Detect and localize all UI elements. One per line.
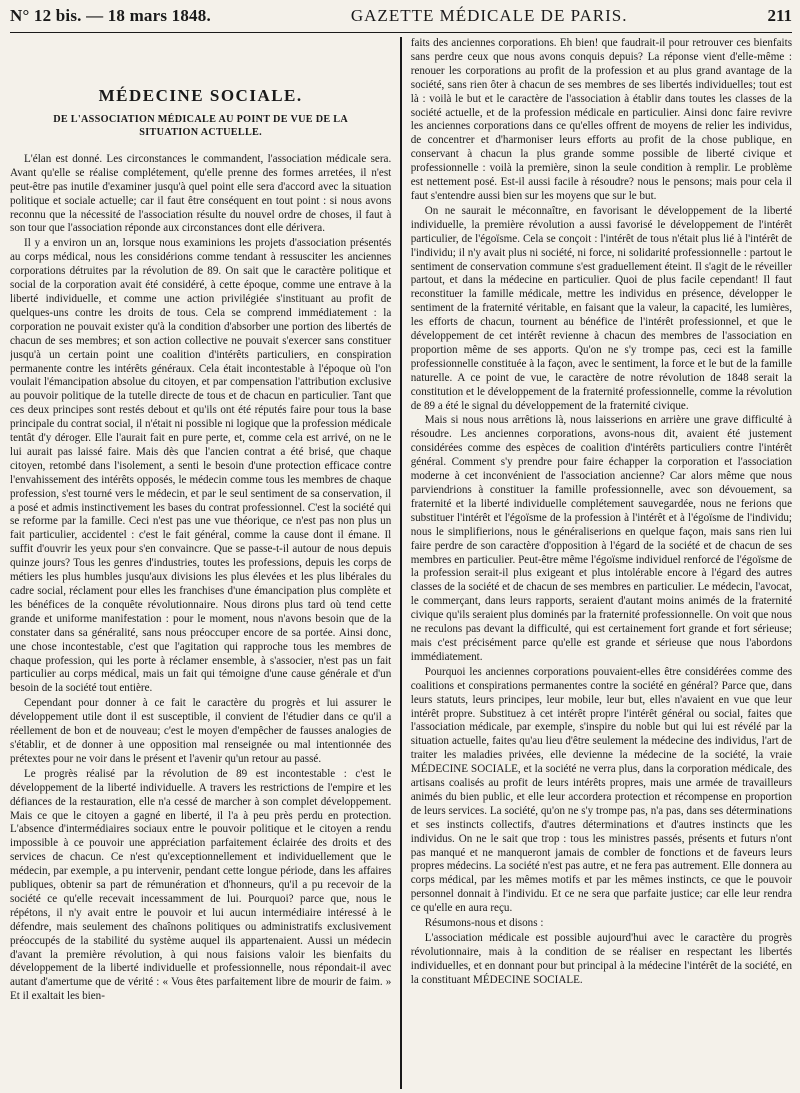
- left-column: [10, 37, 400, 1089]
- paragraph: Pourquoi les anciennes corporations pouvaient-elles être considérées comme des coalitions et conspirations permanentes contre la société en général? Parce que, dans leurs statuts, leurs principes, leur mobile, leur but, elles n'avaient en vue que leur intérêt propre. Substituez à cet intérêt propre l'intérêt général ou social, faites que l'association médicale, par exemple, s'inspire du noble but qui lui est révélé par la situation actuelle, faites qu'au lieu d'être seulement la médecine des individus, l'art de traiter les maladies privées, elle devienne la médecine de la société, la vraie MÉDECINE SOCIALE, et la société ne verra plus, dans la corporation médicale, des artisans coalisés au profit de leurs intérêts propres, mais une armée de travailleurs animés du bien public, et elle leur accordera protection et récompense en proportion de leurs services. La société, qu'on ne s'y trompe pas, n'a pas, dans ses déterminations et ses instincts collectifs, d'autres déterminations et d'autres instincts que les individus. On ne le sait que trop : tous les ministres passés, présents et futurs n'ont pas manqué et ne manqueront jamais de combler de fonctions et de faveurs leurs propres médecins. La société n'est pas autre, et ne fera pas autrement. Elle donnera au corps médical, par les mêmes motifs et par les mêmes instincts, ce que le pouvoir personnel donnait à l'individu. Et ce ne sera que parfaite justice; car elle leur rendra ce qu'elle en aura reçu.: [410, 665, 793, 915]
- paragraph: faits des anciennes corporations. Eh bien! que faudrait-il pour retrouver ces bienfaits sans perdre ceux que nous avons conquis depuis? La réponse vient d'elle-même : renouer les corporations au profit de la profession et au plus grand avantage de la société, sans rien ôter à chacun de ses membres de ses libertés individuelles; tout est là : voilà le but et le caractère de l'association à établir dans toutes les classes de la société actuelle, et de la profession médicale en particulier. Ainsi donc faire revivre les anciennes corporations dans ce qu'elles offrent de moyens de relier les individus, de concentrer et d'harmoniser leurs efforts au profit de la chose publique, en conservant à chacun la plus grande somme possible de liberté civique et professionnelle : voilà la première, sinon la seule condition à remplir. Le problème est nettement posé. Est-il aussi facile à résoudre? nous le pensons; mais pour cela il faut s'entendre aussi bien sur les moyens que sur le but.: [410, 37, 793, 202]
- issue-date: N° 12 bis. — 18 mars 1848.: [10, 6, 211, 25]
- article-columns: [10, 37, 792, 1089]
- paragraph: Mais si nous nous arrêtions là, nous laisserions en arrière une grave difficulté à résoudre. Les anciennes corporations, avons-nous dit, avaient été justement considérées comme des espèces de coalition d'intérêts particuliers contre l'intérêt général. Comment s'y prendre pour faire échapper la corporation et l'association moderne à cet inconvénient de l'association ancienne? Car alors même que nous parviendrions à constituer la famille professionnelle, avec son dévouement, sa fraternité et la liberté individuelle complétement sauvegardée, nous ne ferions que substituer l'intérêt et l'égoïsme de la profession à l'intérêt et à l'égoïsme de l'individu; nous le simplifierions, nous le généraliserions en quelque façon, mais sans rien lui faire perdre de son caractère d'opposition à l'égard de la société et de chacun de ses membres en particulier. Peut-être même l'égoïsme individuel renforcé de l'égoïsme de la profession serait-il plus exigeant et plus intolérable encore à l'égard des autres classes de la société et de chacun de ses membres en particulier. Le médecin, l'avocat, le commerçant, dans leurs rapports, seraient d'autant moins animés de la fraternité civique qu'ils seraient plus dominés par la fraternité professionnelle. On voit que nous ne reculons pas devant la difficulté, qui est certainement fort grande et fort sérieuse; mais c'est précisément parce qu'elle est grande et sérieuse que nous l'abordons immédiatement.: [410, 414, 793, 663]
- paragraph: On ne saurait le méconnaître, en favorisant le développement de la liberté individuelle, la première révolution a aussi favorisé le développement de l'intérêt particulier, de l'égoïsme. Cela se conçoit : l'intérêt de tous n'était plus lié à l'intérêt de l'individu; il n'y avait plus ni société, ni force, ni solidarité professionnelle : partout le sentiment de conservation commune s'est graduellement éteint. Il s'agit de le réveiller partout, et dans la médecine en particulier. Quoi de plus facile cependant! Il faut reconstituer la famille médicale, mettre les individus en présence, développer le sentiment de la fraternité véritable, en faisant que la valeur, la capacité, les lumières, les efforts de chacun, tournent au bénéfice de l'intérêt professionnel, et que le développement de cet intérêt revienne à chacun des membres de l'association en proportion même de ses apports. Qu'on ne s'y trompe pas, ceci est la famille professionnelle constituée à la façon, avec le sentiment, la force et le but de la famille naturelle. A ce point de vue, le caractère de notre révolution de 1848 serait la constitution et le développement de la fraternité professionnelle, comme la révolution de 89 a été le signal du développement de la fraternité civique.: [410, 204, 793, 412]
- paragraph: L'élan est donné. Les circonstances le commandent, l'association médicale sera. Avant qu'elle se réalise complétement, qu'elle prenne des formes arretées, il n'est peut-être pas inutile d'examiner jusqu'à quel point elle sera d'accord avec la situation politique et sociale actuelle; car il faut être conséquent en tout point : si nous avons reconnu que la nécessité de l'association résulte du nouvel ordre de choses, il faut à son tour que l'association réponde aux circonstances dont elle dérivera.: [10, 152, 392, 235]
- page-number: 211: [767, 6, 792, 25]
- article-subtitle: DE L'ASSOCIATION MÉDICALE AU POINT DE VUE DE LA SITUATION ACTUELLE.: [53, 113, 349, 138]
- paragraph: Il y a environ un an, lorsque nous examinions les projets d'association présentés au corps médical, nous les considérions comme tendant à ressusciter les anciennes corporations détruites par la révolution de 89. On sait que le caractère politique et social de la corporation avait été considéré, à cette époque, comme une entrave à la liberté individuelle, et comme une action privilégiée s'instituant au profit de quelques-uns contre les droits de tous. Cela se comprend immédiatement : la corporation ne pouvait exister qu'à la condition d'absorber une portion des libertés de chacun de ses membres; et son action collective ne pouvait s'exercer sans constituer jusqu'à un certain point une coalition d'intérêts particuliers, en conspiration permanente contre les intérêts généraux. Cela était incontestable à l'époque où l'on voulait l'émancipation absolue du citoyen, et par compensation l'attribution exclusive au pouvoir politique de la tutelle directe de tous et de chacun en particulier. Tant que ces deux principes sont restés debout et qu'ils ont été réputés faire pour tous la base principale du contrat social, il n'était ni possible ni logique que la profession médicale tentât d'y déroger. Elle l'aurait fait en pure perte, et, comme cela est arrivé, on ne le lui aurait pas laissé faire. Mais dès que l'ancien contrat a été brisé, que chaque citoyen, retombé dans l'isolement, a senti le besoin d'une protection efficace contre l'envahissement des intérêts opposés, le médecin comme tous les membres de chaque profession, s'est tourné vers le médecin, et par le seul sentiment de sa conservation, il a posé et admis instinctivement les bases du contrat professionnel. C'est la société qui se reforme par la famille. Ceci n'est pas une vue théorique, ce n'est pas non plus un fait particulier, accidentel : c'est le fait général, comme la cause dont il émane. Il suffit d'ouvrir les yeux pour s'en convaincre. Que se passe-t-il autour de nous depuis quinze jours? Tous les genres d'industries, toutes les professions, depuis les corps de métiers les plus humbles jusqu'aux divisions les plus élevées et les plus libérales du cadre social, réclament pour elles les franchises d'une émancipation plus complète et les bénéfices de la conquête révolutionnaire. Nous dirons plus tard où tend cette grande et uniforme manifestation : pour le moment, nous n'avons besoin que de la constater dans sa généralité, sans nous préoccuper encore de sa portée. Ainsi donc, une chose incontestable, c'est que l'agitation qui rapproche tous les membres de chaque profession, qui les porte à réclamer ensemble, à s'associer, n'est pas un fait particulier au corps médical, mais un fait qui témoigne d'une cause générale et d'un besoin de la société tout entière.: [10, 237, 392, 695]
- right-column: [402, 37, 792, 1089]
- journal-title: GAZETTE MÉDICALE DE PARIS.: [350, 6, 628, 25]
- paragraph: Cependant pour donner à ce fait le caractère du progrès et lui assurer le développement utile dont il est susceptible, il convient de l'étudier dans ce qu'il a réellement de bon et de nouveau; c'est le moyen d'empêcher de fausses analogies de s'établir, et de donner à une opposition mal renseignée ou mal intentionnée des prétextes pour ne voir dans le présent et l'avenir qu'un retour au passé.: [10, 697, 392, 765]
- paragraph: Résumons-nous et disons :: [424, 917, 544, 930]
- paragraph: Le progrès réalisé par la révolution de 89 est incontestable : c'est le développement de la liberté individuelle. A travers les restrictions de l'empire et les défiances de la restauration, elle n'a cessé de marcher à son complet développement. Mais ce que le citoyen a gagné en liberté, il l'a à peu près perdu en protection. L'absence d'intermédiaires sociaux entre le pouvoir politique et le citoyen a rendu impossible à ce pouvoir une appréciation parfaitement éclairée des droits et des services de chacun. Ce n'est qu'exceptionnellement et individuellement que le médecin, par exemple, a pu intervenir, pendant cette longue période, dans les affaires publiques, obtenir sa part de rémunération et d'honneurs, qu'il a pu recevoir de la société ce qu'elle recevait incessamment de lui. Pourquoi? parce que, nous le répétons, il n'y avait entre le pouvoir et lui aucun intermédiaire intéressé à le défendre, mais seulement des chaînons politiques ou administratifs exclusivement préoccupés de la stabilité du système auquel ils appartenaient. Aussi un médecin d'avant la première révolution, à qui nous faisions valoir les bienfaits du développement de la liberté individuelle et professionnelle, nous répondait-il avec autant d'amertume que de vérité : « Vous êtes parfaitement libre de mourir de faim. » Et il exaltait les bien-: [10, 767, 392, 1003]
- paragraph: L'association médicale est possible aujourd'hui avec le caractère du progrès révolutionnaire, mais à la condition de se réaliser en respectant les libertés individuelles, et en donnant pour but principal à la médecine l'intérêt de la société, en la constituant MÉDECINE SOCIALE.: [410, 932, 793, 986]
- section-title: MÉDECINE SOCIALE.: [98, 86, 303, 105]
- page-header: [10, 6, 792, 33]
